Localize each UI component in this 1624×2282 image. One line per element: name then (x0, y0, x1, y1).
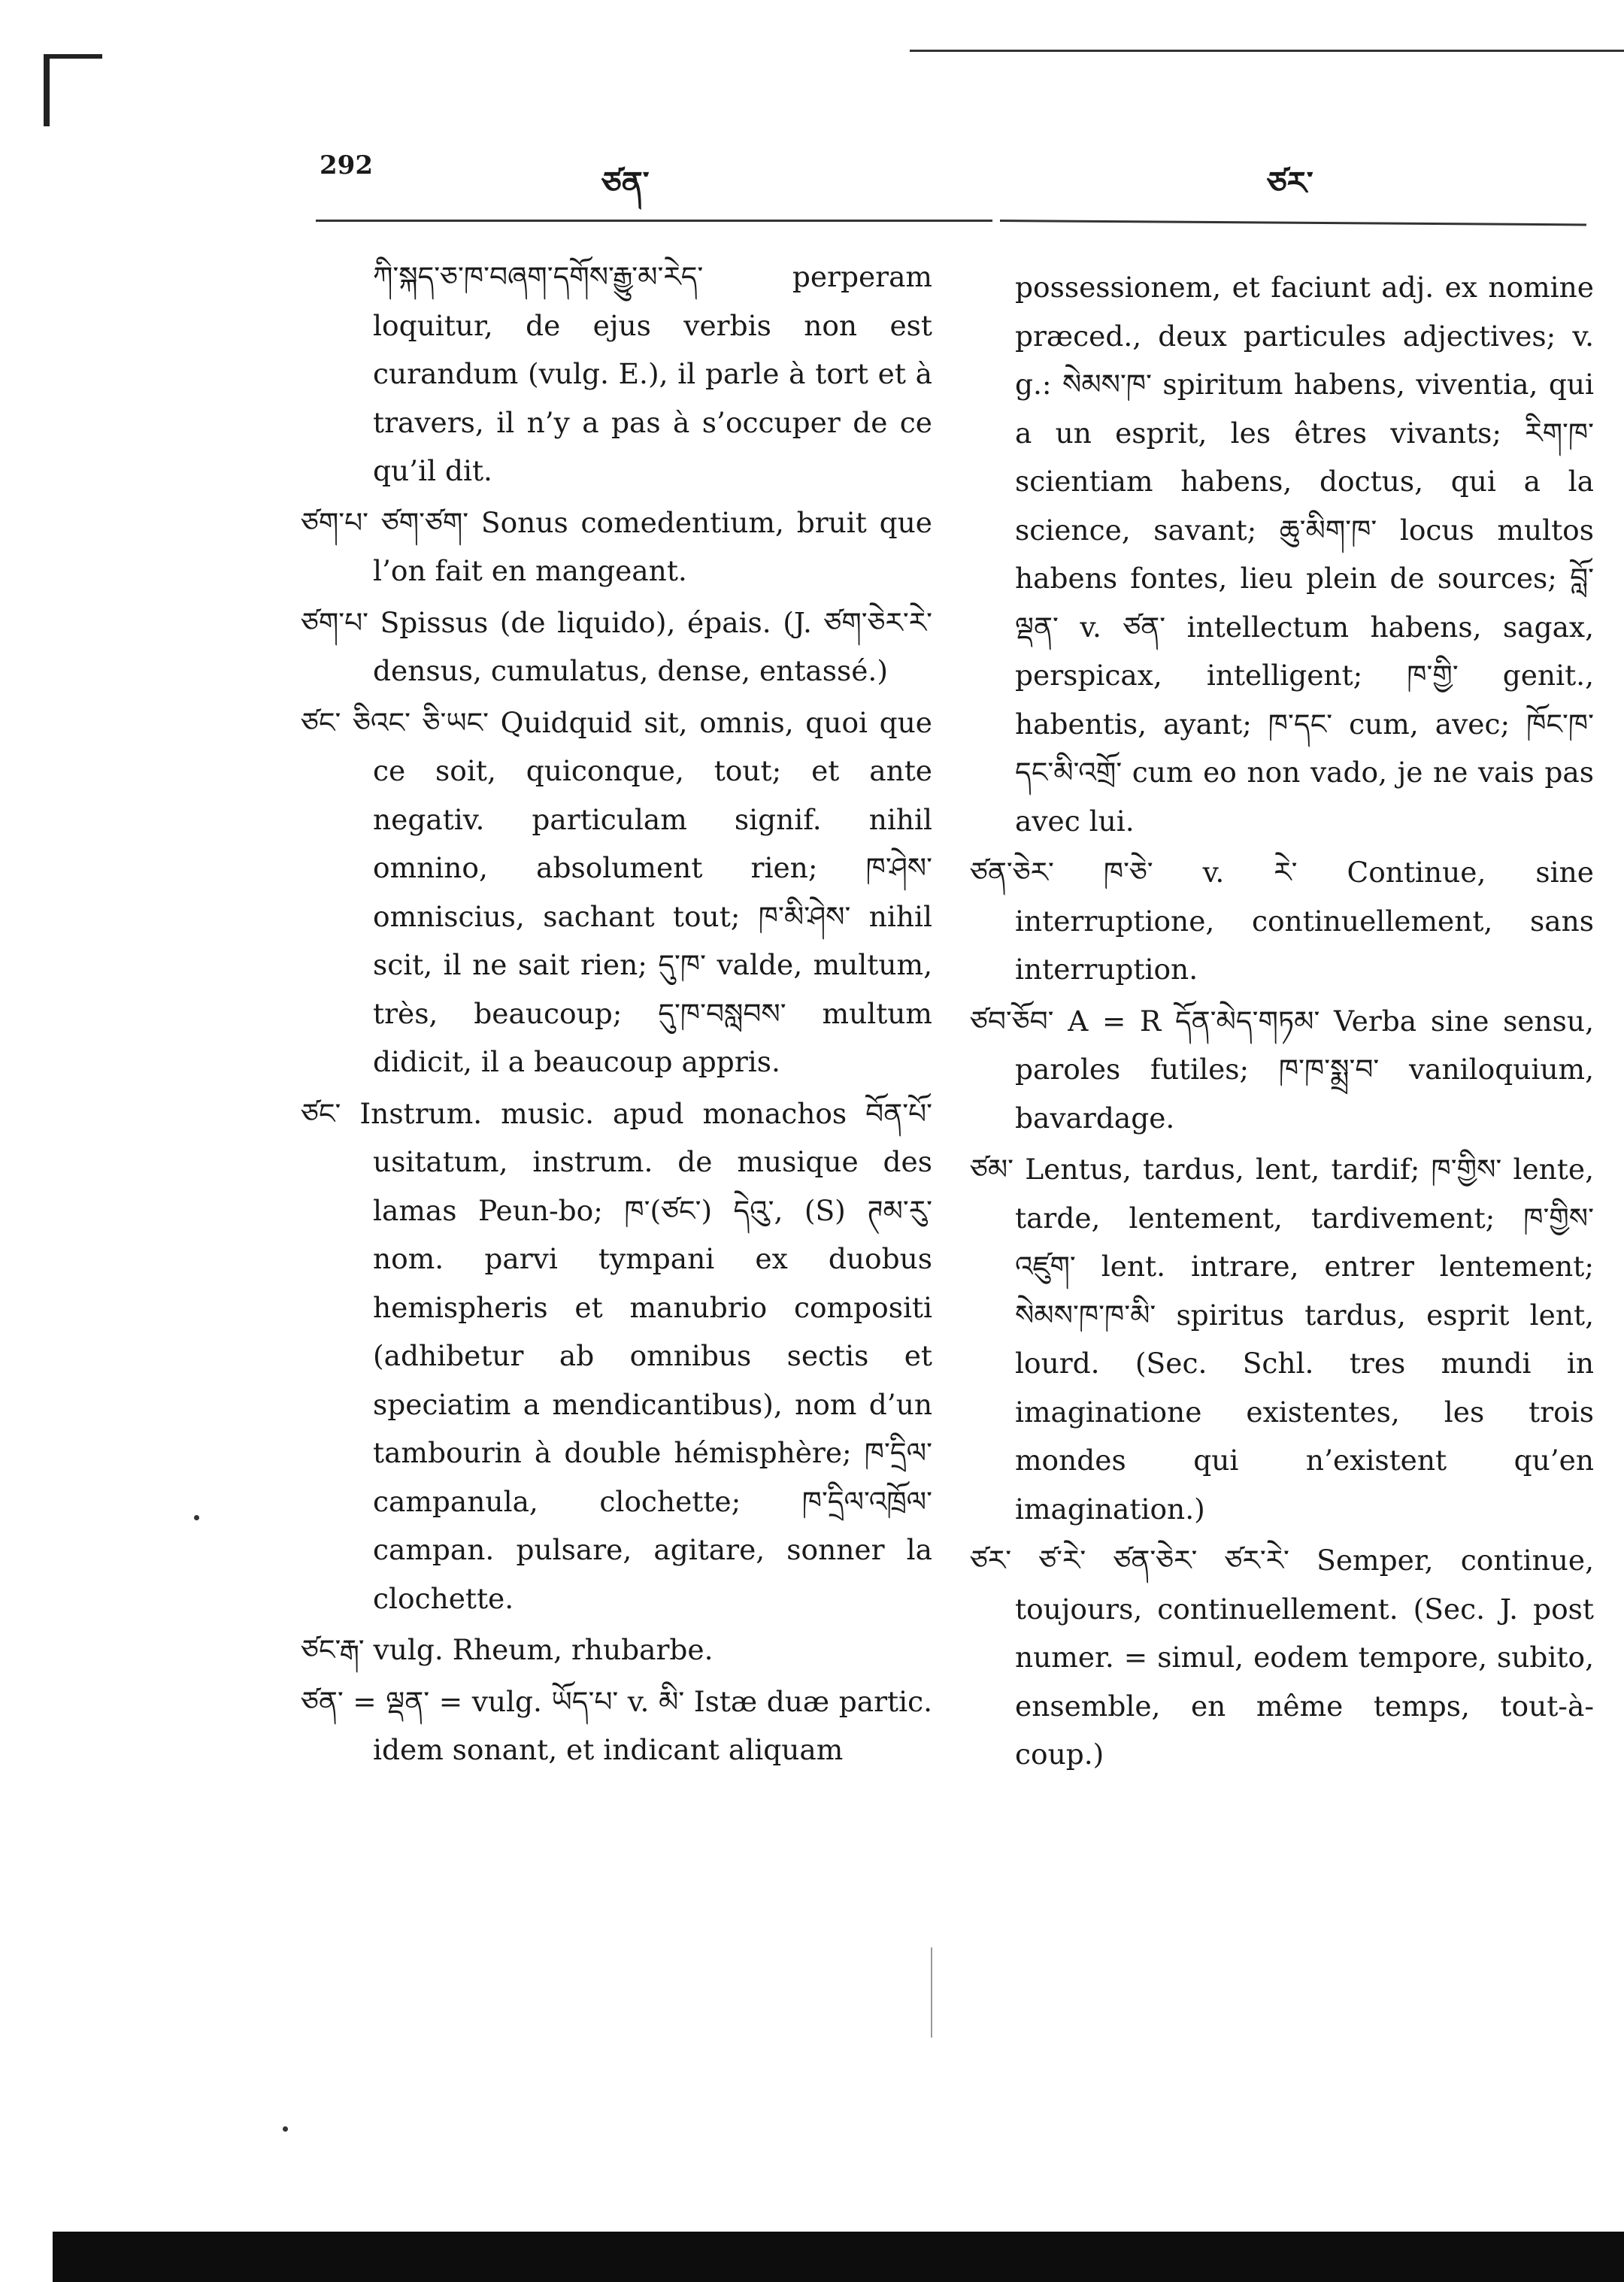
dictionary-entry: ཙན་ཅེར་ ཁ་ཅེ་ v. རེ་ Continue, sine interruptione, continuellement, sans interruption. (970, 856, 1594, 986)
header-rule-left (316, 220, 992, 222)
dictionary-entry: ཙག་པ་ ཙག་ཙག་ Sonus comedentium, bruit que l’on fait en mangeant. (301, 505, 932, 587)
dictionary-entry-continuation: ཀི་སྐད་ཅ་ཁ་བཞག་དགོས་རྒྱུ་མ་རེད་ perperam loquitur, de ejus verbis non est curandum (vulg. E.), il parle à tort et à travers, il n’y a pas à s’occuper de ce qu’il dit. (373, 260, 932, 487)
right-column (970, 263, 1594, 1782)
dictionary-entry: ཙང་རྒ་ vulg. Rheum, rhubarbe. (301, 1633, 714, 1666)
dictionary-entry-continuation: possessionem, et faciunt adj. ex nomine præced., deux particules adjectives; v. g.: སེམས་ཁ་ spiritum habens, viventia, qui a un esprit, les êtres vivants; རིག་ཁ་ scientiam habens, doctus, qui a la science, savant; ཆུ་མིག་ཁ་ locus multos habens fontes, lieu plein de sources; བློ་ལྡན་ v. ཙན་ intellectum habens, sagax, perspicax, intelligent; ཁ་གྱི་ genit., habentis, ayant; ཁ་དང་ cum, avec; ཁོང་ཁ་དང་མི་འགྲོ་ cum eo non vado, je ne vais pas avec lui. (1015, 271, 1594, 838)
corner-crop-mark (44, 54, 102, 126)
left-column (301, 253, 932, 1777)
page-number: 292 (320, 150, 373, 180)
dictionary-entry: ཙག་པ་ Spissus (de liquido), épais. (J. ཙག་ཅེར་རེ་ densus, cumulatus, dense, entassé.) (301, 605, 932, 687)
dictionary-entry: ཙམ་ Lentus, tardus, lent, tardif; ཁ་གྱིས་ lente, tarde, lentement, tardivement; ཁ་གྱིས་འཛུག་ lent. intrare, entrer lentement; སེམས་ཁ་ཁ་མི་ spiritus tardus, esprit lent, lourd. (Sec. Schl. tres mundi in imaginatione existentes, les trois mondes qui n’existent qu’en imagination.) (970, 1153, 1594, 1526)
scan-speck (194, 1515, 199, 1520)
dictionary-entry: ཙབ་ཅོབ་ A = R དོན་མེད་གཏམ་ Verba sine sensu, paroles futiles; ཁ་ཁ་སྨྲ་བ་ vaniloquium, bavardage. (970, 1004, 1594, 1135)
dictionary-entry: ཙར་ ཙ་རེ་ ཙན་ཅེར་ ཙར་རེ་ Semper, continue, toujours, continuellement. (Sec. J. post numer. = simul, eodem tempore, subito, ensemble, en même temps, tout-à-coup.) (970, 1544, 1594, 1771)
scan-artifact-line (931, 1947, 932, 2038)
bottom-scan-border (53, 2232, 1624, 2282)
dictionary-entry: ཙང་ ཅིའང་ ཅི་ཡང་ Quidquid sit, omnis, quoi que ce soit, quiconque, tout; et ante negativ. particulam signif. nihil omnino, absolument rien; ཁ་ཤེས་ omniscius, sachant tout; ཁ་མི་ཤེས་ nihil scit, il ne sait rien; དུ་ཁ་ valde, multum, très, beaucoup; དུ་ཁ་བསླབས་ multum didicit, il a beaucoup appris. (301, 705, 932, 1078)
dictionary-entry: ཙན་ = ལྡན་ = vulg. ཡོད་པ་ v. མི་ Istæ duæ partic. idem sonant, et indicant aliquam (301, 1684, 932, 1766)
left-running-headword: ཙན་ (601, 165, 650, 202)
top-edge-rule (910, 50, 1624, 52)
scan-speck (283, 2126, 288, 2132)
right-running-headword: ཙར་ (1267, 165, 1313, 202)
dictionary-entry: ཙང་ Instrum. music. apud monachos བོན་པོ་ usitatum, instrum. de musique des lamas Peun-bo; ཁ་(ཙང་) དེའུ་, (S) ཊམ་རུ་ nom. parvi tympani ex duobus hemispheris et manubrio compositi (adhibetur ab omnibus sectis et speciatim a mendicantibus), nom d’un tambourin à double hémisphère; ཁ་དྲིལ་ campanula, clochette; ཁ་དྲིལ་འཁྲོལ་ campan. pulsare, agitare, sonner la clochette. (301, 1096, 932, 1615)
